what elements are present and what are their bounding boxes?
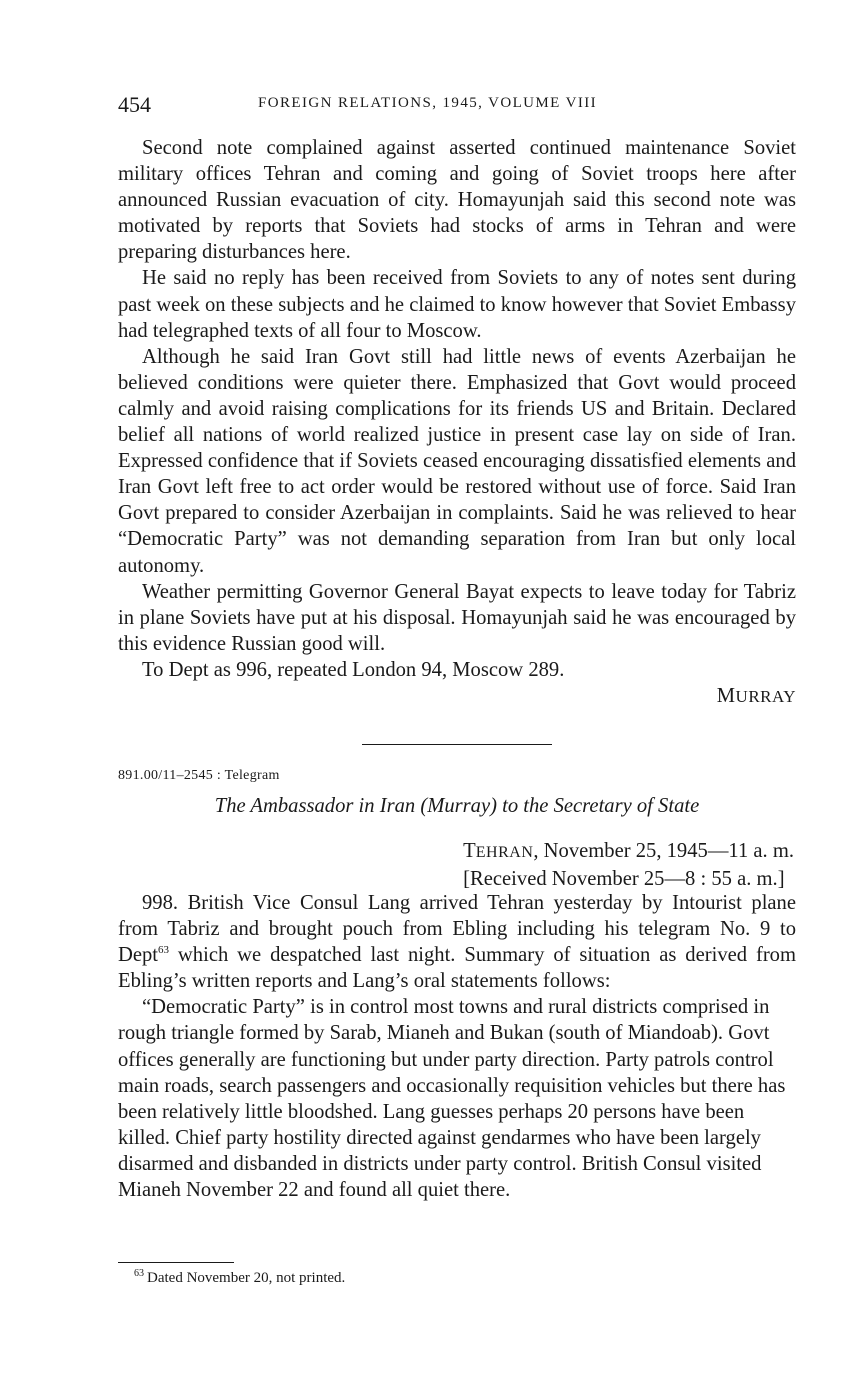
paragraph-998-start: 998. British Vice Consul Lang arrived Tehran yesterday by Intourist plane from Tabriz and brought pouch from Ebling including his telegram No. 9 to Dept bbox=[118, 892, 796, 967]
place-initial: T bbox=[463, 840, 476, 862]
dateline bbox=[463, 838, 794, 892]
sent-time: , November 25, 1945—11 a. m. bbox=[533, 840, 794, 862]
footnote bbox=[134, 1270, 345, 1287]
dateline-received: [Received November 25—8 : 55 a. m.] bbox=[463, 868, 785, 890]
paragraph-to-dept: To Dept as 996, repeated London 94, Moscow 289. bbox=[142, 658, 565, 681]
signature bbox=[118, 683, 796, 710]
footnote-rule bbox=[118, 1262, 234, 1263]
continued-telegram-text bbox=[118, 135, 796, 710]
file-reference: 891.00/11–2545 : Telegram bbox=[118, 768, 280, 783]
footnote-reference: 63 bbox=[158, 944, 170, 957]
footnote-mark: 63 bbox=[134, 1268, 144, 1279]
telegram-998-text bbox=[118, 890, 796, 1203]
paragraph-second-note: Second note complained against asserted continued maintenance Soviet military offices Tehran and coming and going of Soviet troops here after announced Russian evacuation of city. Homayunjah said this second note was motivated by reports that Soviets had stocks of arms in Tehran and were preparing disturbances here. bbox=[118, 137, 796, 264]
paragraph-no-reply: He said no reply has been received from Soviets to any of notes sent during past week on these subjects and he claimed to know however that Soviet Embassy had telegraphed texts of all four to Moscow. bbox=[118, 267, 796, 342]
footnote-text: Dated November 20, not printed. bbox=[147, 1270, 346, 1286]
page-number: 454 bbox=[118, 92, 151, 117]
paragraph-democratic-party: “Democratic Party” is in control most towns and rural districts comprised in rough triangle formed by Sarab, Mianeh and Bukan (south of Miandoab). Govt offices generally are functioning but under party direction. Party patrols control main roads, search passengers and occasionally requisition vehicles but there has been relatively little bloodshed. Lang guesses perhaps 20 persons have been killed. Chief party hostility directed against gendarmes who have been largely disarmed and disbanded in districts under party control. British Consul visited Mianeh November 22 and found all quiet there. bbox=[118, 996, 786, 1202]
paragraph-998-end: which we despatched last night. Summary of situation as derived from Ebling’s written reports and Lang’s oral statements follows: bbox=[118, 944, 796, 993]
paragraph-azerbaijan: Although he said Iran Govt still had little news of events Azerbaijan he believed conditions were quieter there. Emphasized that Govt would proceed calmly and avoid raising complications for its friends US and Britain. Declared belief all nations of world realized justice in present case lay on side of Iran. Expressed confidence that if Soviets ceased encouraging dissatisfied elements and Iran Govt left free to act order would be restored without use of force. Said Iran Govt prepared to consider Azerbaijan in complaints. Said he was relieved to hear “Democratic Party” was not demanding separation from Iran but only local autonomy. bbox=[118, 345, 796, 577]
document-title: The Ambassador in Iran (Murray) to the Secretary of State bbox=[214, 795, 700, 817]
dateline-sent bbox=[463, 838, 794, 866]
paragraph-bayat: Weather permitting Governor General Bayat expects to leave today for Tabriz in plane Soviets have put at his disposal. Homayunjah said he was encouraged by this evidence Russian good will. bbox=[118, 580, 796, 655]
signature-initial: M bbox=[716, 684, 736, 707]
place-rest: EHRAN bbox=[475, 844, 534, 861]
signature-rest: URRAY bbox=[735, 686, 796, 706]
paragraph-998 bbox=[118, 890, 796, 994]
section-divider bbox=[362, 744, 552, 745]
page-header bbox=[118, 92, 796, 118]
running-head: FOREIGN RELATIONS, 1945, VOLUME VIII bbox=[258, 95, 598, 111]
